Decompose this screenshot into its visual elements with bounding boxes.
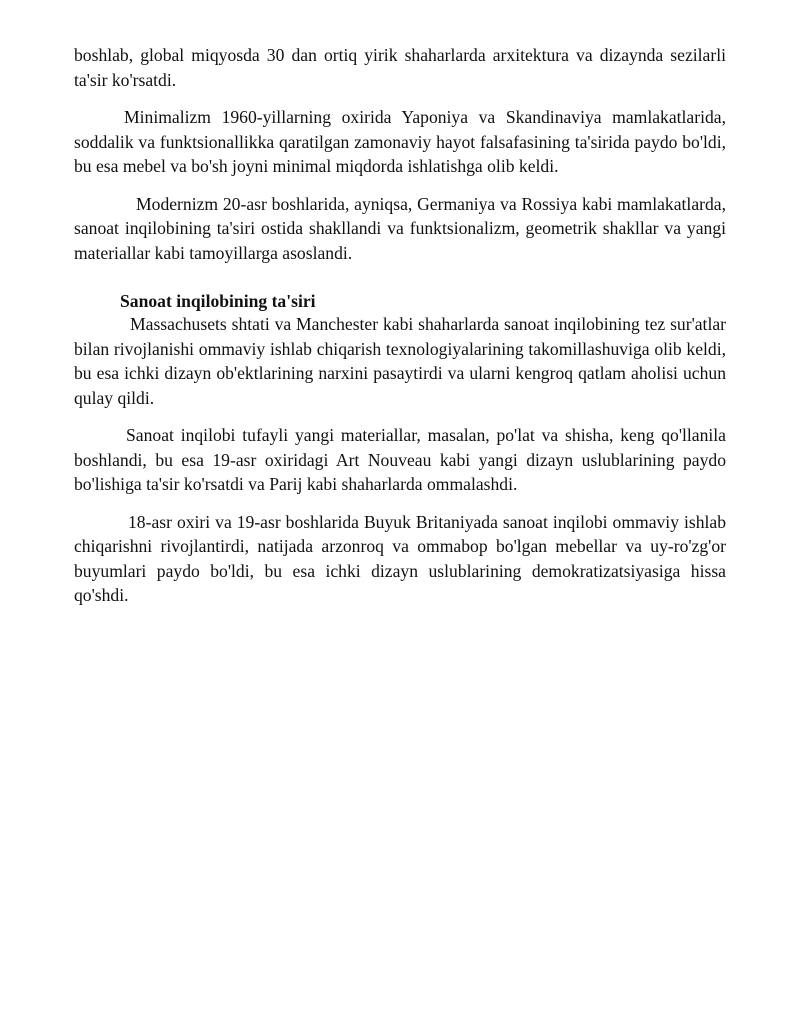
paragraph-massachusets: Massachusets shtati va Manchester kabi shaharlarda sanoat inqilobining tez sur'atlar bilan rivojlanishi ommaviy ishlab chiqarish texnologiyalarining takomillashuviga olib keldi, bu esa ichki dizayn ob'ektlarining narxini pasaytirdi va ularni kengroq qatlam aholisi uchun qulay qildi.: [74, 314, 726, 408]
paragraph-modernism: Modernizm 20-asr boshlarida, ayniqsa, Germaniya va Rossiya kabi mamlakatlarda, sanoat inqilobining ta'siri ostida shakllandi va funktsionalizm, geometrik shakllar va yangi materiallar kabi tamoyillarga asoslandi.: [74, 193, 726, 263]
document-page: [74, 43, 726, 608]
paragraph-minimalism: Minimalizm 1960-yillarning oxirida Yaponiya va Skandinaviya mamlakatlarida, soddalik va funktsionallikka qaratilgan zamonaviy hayot falsafasining ta'sirida paydo bo'ldi, bu esa mebel va bo'sh joyni minimal miqdorda ishlatishga olib keldi.: [74, 107, 726, 176]
section-heading: Sanoat inqilobining ta'siri: [120, 291, 316, 311]
paragraph-new-materials: Sanoat inqilobi tufayli yangi materiallar, masalan, po'lat va shisha, keng qo'llanila boshlandi, bu esa 19-asr oxiridagi Art Nouveau kabi yangi dizayn uslublarining paydo bo'lishiga ta'sir ko'rsatdi va Parij kabi shaharlarda ommalashdi.: [74, 425, 726, 494]
paragraph-britain: 18-asr oxiri va 19-asr boshlarida Buyuk Britaniyada sanoat inqilobi ommaviy ishlab chiqarishni rivojlantirdi, natijada arzonroq va ommabop bo'lgan mebellar va uy-ro'zg'or buyumlari paydo bo'ldi, bu esa ichki dizayn uslublarining demokratizatsiyasiga hissa qo'shdi.: [74, 511, 726, 605]
paragraph-continued: boshlab, global miqyosda 30 dan ortiq yirik shaharlarda arxitektura va dizaynda sezilarli ta'sir ko'rsatdi.: [74, 45, 726, 90]
